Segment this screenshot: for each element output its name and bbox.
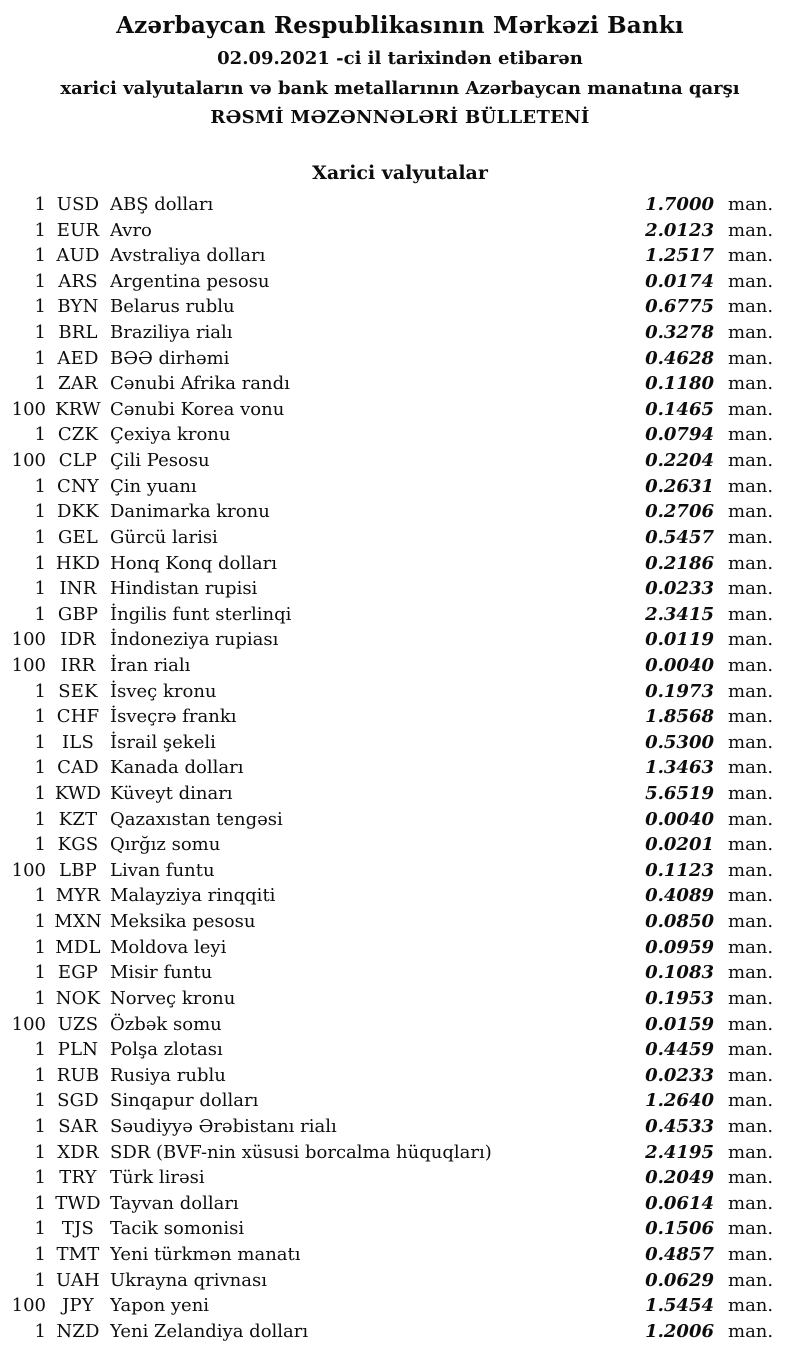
rate-value: 0.0233 <box>645 1064 714 1086</box>
quantity: 100 <box>11 398 46 420</box>
quantity: 1 <box>34 194 46 215</box>
currency-code: RUB <box>56 1064 100 1086</box>
unit-label: man. <box>728 245 774 267</box>
currency-code: KWD <box>54 783 102 805</box>
table-row <box>0 832 772 858</box>
currency-name: Danimarka kronu <box>110 501 270 523</box>
table-row <box>0 935 772 961</box>
quantity: 1 <box>34 885 46 907</box>
unit-label: man. <box>728 424 774 446</box>
quantity: 100 <box>11 1013 46 1035</box>
currency-name: Honq Konq dolları <box>110 552 277 574</box>
rate-value: 0.4628 <box>645 347 714 369</box>
quantity: 1 <box>34 808 46 830</box>
section-title-foreign-currencies: Xarici valyutalar <box>312 162 488 184</box>
currency-code: KZT <box>58 808 98 830</box>
rate-value: 2.4195 <box>645 1141 714 1163</box>
quantity: 1 <box>34 1243 46 1265</box>
currency-code: INR <box>59 578 97 600</box>
rate-value: 0.4533 <box>645 1115 714 1137</box>
currency-name: Moldova leyi <box>110 936 227 958</box>
currency-name: İngilis funt sterlinqi <box>110 603 292 625</box>
table-row <box>0 960 772 986</box>
rate-value: 0.4089 <box>645 885 714 907</box>
table-row <box>0 781 772 807</box>
rate-value: 0.1465 <box>645 398 714 420</box>
currency-code: AUD <box>56 245 100 267</box>
unit-label: man. <box>728 219 774 241</box>
unit-label: man. <box>728 629 774 651</box>
rate-value: 0.2186 <box>645 552 714 574</box>
rate-value: 1.7000 <box>645 194 714 215</box>
quantity: 100 <box>11 654 46 676</box>
currency-code: ARS <box>58 270 98 292</box>
currency-name: Səudiyyə Ərəbistanı rialı <box>110 1115 337 1137</box>
unit-label: man. <box>728 450 774 472</box>
unit-label: man. <box>728 1167 774 1189</box>
table-row <box>0 1140 772 1166</box>
quantity: 1 <box>34 1167 46 1189</box>
currency-name: Argentina pesosu <box>110 270 270 292</box>
quantity: 1 <box>34 373 46 395</box>
quantity: 1 <box>34 322 46 344</box>
table-row <box>0 858 772 884</box>
currency-name: Türk lirəsi <box>110 1167 205 1189</box>
quantity: 1 <box>34 501 46 523</box>
rate-value: 0.0794 <box>645 424 714 446</box>
rate-value: 0.0119 <box>645 629 714 651</box>
rate-value: 0.2631 <box>645 475 714 497</box>
rate-value: 0.0174 <box>645 270 714 292</box>
quantity: 1 <box>34 911 46 933</box>
rate-value: 0.2204 <box>645 450 714 472</box>
currency-name: Qazaxıstan tengəsi <box>110 808 283 830</box>
table-row <box>0 1063 772 1089</box>
table-row <box>0 269 772 295</box>
currency-code: SAR <box>58 1115 98 1137</box>
table-row <box>0 653 772 679</box>
unit-label: man. <box>728 680 774 702</box>
currency-code: IDR <box>60 629 96 651</box>
quantity: 1 <box>34 1192 46 1214</box>
quantity: 100 <box>11 629 46 651</box>
table-row <box>0 883 772 909</box>
unit-label: man. <box>728 603 774 625</box>
unit-label: man. <box>728 1090 774 1112</box>
quantity: 1 <box>34 1320 46 1342</box>
unit-label: man. <box>728 859 774 881</box>
unit-label: man. <box>728 526 774 548</box>
currency-name: Özbək somu <box>110 1013 222 1035</box>
rate-value: 0.0629 <box>645 1269 714 1291</box>
unit-label: man. <box>728 1013 774 1035</box>
effective-date-line: 02.09.2021 -ci il tarixindən etibarən <box>217 48 583 69</box>
table-row <box>0 551 772 577</box>
unit-label: man. <box>728 1243 774 1265</box>
quantity: 1 <box>34 424 46 446</box>
rate-value: 0.0959 <box>645 936 714 958</box>
rate-value: 0.1083 <box>645 962 714 984</box>
table-row <box>0 1088 772 1114</box>
currency-code: NOK <box>55 987 101 1009</box>
unit-label: man. <box>728 1320 774 1342</box>
currency-name: Meksika pesosu <box>110 911 256 933</box>
currency-code: LBP <box>59 859 97 881</box>
table-row <box>0 1165 772 1191</box>
rate-value: 0.0159 <box>645 1013 714 1035</box>
table-row <box>0 730 772 756</box>
unit-label: man. <box>728 757 774 779</box>
table-row <box>0 371 772 397</box>
currency-code: IRR <box>60 654 96 676</box>
unit-label: man. <box>728 706 774 728</box>
currency-code: CHF <box>56 706 100 728</box>
table-row <box>0 499 772 525</box>
currency-name: Cənubi Afrika randı <box>110 373 290 395</box>
unit-label: man. <box>728 1064 774 1086</box>
table-row <box>0 243 772 269</box>
table-row <box>0 909 772 935</box>
table-row <box>0 627 772 653</box>
currency-code: TWD <box>55 1192 101 1214</box>
currency-name: Avro <box>110 219 152 241</box>
quantity: 1 <box>34 1115 46 1137</box>
currency-code: TRY <box>59 1167 97 1189</box>
quantity: 1 <box>34 1039 46 1061</box>
quantity: 1 <box>34 783 46 805</box>
quantity: 1 <box>34 245 46 267</box>
currency-code: KGS <box>57 834 99 856</box>
rate-value: 0.6775 <box>645 296 714 318</box>
rates-table <box>0 192 800 1344</box>
unit-label: man. <box>728 654 774 676</box>
currency-code: MYR <box>55 885 101 907</box>
table-row <box>0 1037 772 1063</box>
quantity: 1 <box>34 987 46 1009</box>
currency-code: GEL <box>57 526 99 548</box>
currency-code: CZK <box>57 424 99 446</box>
table-row <box>0 320 772 346</box>
rate-value: 1.5454 <box>645 1295 714 1317</box>
table-row <box>0 1293 772 1319</box>
currency-name: Livan funtu <box>110 859 215 881</box>
bulletin-page <box>0 8 800 1356</box>
rate-value: 0.0233 <box>645 578 714 600</box>
currency-name: Misir funtu <box>110 962 213 984</box>
unit-label: man. <box>728 1141 774 1163</box>
table-row <box>0 192 772 218</box>
currency-code: SEK <box>58 680 98 702</box>
rate-value: 2.3415 <box>645 603 714 625</box>
table-row <box>0 218 772 244</box>
currency-code: TJS <box>61 1218 95 1240</box>
unit-label: man. <box>728 731 774 753</box>
rate-value: 0.5300 <box>645 731 714 753</box>
unit-label: man. <box>728 783 774 805</box>
currency-code: BYN <box>57 296 99 318</box>
currency-name: İran rialı <box>110 654 191 676</box>
rate-value: 0.2706 <box>645 501 714 523</box>
unit-label: man. <box>728 936 774 958</box>
currency-name: Yeni türkmən manatı <box>110 1243 301 1265</box>
rate-value: 0.3278 <box>645 322 714 344</box>
table-row <box>0 986 772 1012</box>
currency-name: İsveç kronu <box>110 680 217 702</box>
bulletin-title: RƏSMİ MƏZƏNNƏLƏRİ BÜLLETENİ <box>210 107 590 128</box>
quantity: 1 <box>34 1269 46 1291</box>
quantity: 100 <box>11 450 46 472</box>
currency-code: SGD <box>57 1090 99 1112</box>
table-row <box>0 1191 772 1217</box>
page-title: Azərbaycan Respublikasının Mərkəzi Bankı <box>116 12 684 39</box>
rate-value: 1.2517 <box>645 245 714 267</box>
currency-code: CLP <box>58 450 98 472</box>
currency-name: İndoneziya rupiası <box>110 629 279 651</box>
unit-label: man. <box>728 347 774 369</box>
currency-name: Polşa zlotası <box>110 1039 223 1061</box>
currency-name: Rusiya rublu <box>110 1064 226 1086</box>
currency-name: Yeni Zelandiya dolları <box>110 1320 309 1342</box>
rate-value: 0.0850 <box>645 911 714 933</box>
table-row <box>0 346 772 372</box>
quantity: 1 <box>34 962 46 984</box>
unit-label: man. <box>728 1295 774 1317</box>
rate-value: 0.1123 <box>645 859 714 881</box>
quantity: 1 <box>34 270 46 292</box>
quantity: 1 <box>34 1090 46 1112</box>
rate-value: 0.5457 <box>645 526 714 548</box>
currency-name: Hindistan rupisi <box>110 578 258 600</box>
currency-code: AED <box>57 347 99 369</box>
currency-name: Gürcü larisi <box>110 526 218 548</box>
currency-name: ABŞ dolları <box>110 194 214 215</box>
quantity: 1 <box>34 1141 46 1163</box>
currency-code: KRW <box>55 398 101 420</box>
currency-name: Ukrayna qrivnası <box>110 1269 267 1291</box>
unit-label: man. <box>728 194 774 215</box>
quantity: 1 <box>34 219 46 241</box>
table-row <box>0 704 772 730</box>
unit-label: man. <box>728 1115 774 1137</box>
currency-name: Çili Pesosu <box>110 450 210 472</box>
currency-name: Avstraliya dolları <box>110 245 266 267</box>
quantity: 1 <box>34 834 46 856</box>
quantity: 1 <box>34 936 46 958</box>
unit-label: man. <box>728 398 774 420</box>
table-row <box>0 474 772 500</box>
currency-code: EGP <box>57 962 99 984</box>
currency-code: JPY <box>62 1295 94 1317</box>
quantity: 1 <box>34 578 46 600</box>
currency-name: Küveyt dinarı <box>110 783 233 805</box>
unit-label: man. <box>728 911 774 933</box>
currency-code: ILS <box>62 731 94 753</box>
quantity: 1 <box>34 757 46 779</box>
rate-value: 0.0040 <box>645 808 714 830</box>
unit-label: man. <box>728 296 774 318</box>
unit-label: man. <box>728 501 774 523</box>
currency-code: MXN <box>54 911 102 933</box>
table-row <box>0 1216 772 1242</box>
quantity: 1 <box>34 1218 46 1240</box>
currency-name: Cənubi Korea vonu <box>110 398 285 420</box>
unit-label: man. <box>728 808 774 830</box>
quantity: 1 <box>34 680 46 702</box>
unit-label: man. <box>728 578 774 600</box>
rate-value: 0.4857 <box>645 1243 714 1265</box>
currency-code: BRL <box>58 322 98 344</box>
table-row <box>0 294 772 320</box>
unit-label: man. <box>728 987 774 1009</box>
rate-value: 0.0201 <box>645 834 714 856</box>
rate-value: 5.6519 <box>645 783 714 805</box>
table-row <box>0 1012 772 1038</box>
currency-name: Malayziya rinqqiti <box>110 885 276 907</box>
currency-code: TMT <box>56 1243 100 1265</box>
unit-label: man. <box>728 1192 774 1214</box>
rate-value: 1.8568 <box>645 706 714 728</box>
quantity: 1 <box>34 603 46 625</box>
table-row <box>0 807 772 833</box>
unit-label: man. <box>728 885 774 907</box>
quantity: 1 <box>34 475 46 497</box>
currency-code: EUR <box>56 219 100 241</box>
currency-name: Kanada dolları <box>110 757 244 779</box>
currency-code: CAD <box>57 757 99 779</box>
unit-label: man. <box>728 552 774 574</box>
quantity: 1 <box>34 347 46 369</box>
unit-label: man. <box>728 1039 774 1061</box>
currency-name: Norveç kronu <box>110 987 236 1009</box>
quantity: 1 <box>34 552 46 574</box>
table-row <box>0 1242 772 1268</box>
currency-code: HKD <box>55 552 101 574</box>
table-row <box>0 1319 772 1345</box>
table-row <box>0 602 772 628</box>
table-row <box>0 422 772 448</box>
currency-name: Tacik somonisi <box>110 1218 245 1240</box>
currency-code: XDR <box>57 1141 99 1163</box>
table-row <box>0 1114 772 1140</box>
currency-name: Belarus rublu <box>110 296 235 318</box>
rate-value: 0.0614 <box>645 1192 714 1214</box>
table-row <box>0 1268 772 1294</box>
quantity: 1 <box>34 706 46 728</box>
currency-name: Çexiya kronu <box>110 424 231 446</box>
quantity: 1 <box>34 296 46 318</box>
currency-name: SDR (BVF-nin xüsusi borcalma hüquqları) <box>110 1141 492 1163</box>
rate-value: 0.1973 <box>645 680 714 702</box>
quantity: 1 <box>34 731 46 753</box>
currency-name: Yapon yeni <box>110 1295 210 1317</box>
currency-code: UAH <box>56 1269 100 1291</box>
currency-code: PLN <box>57 1039 99 1061</box>
unit-label: man. <box>728 270 774 292</box>
unit-label: man. <box>728 1218 774 1240</box>
rate-value: 1.2006 <box>645 1320 714 1342</box>
quantity: 1 <box>34 1064 46 1086</box>
rate-value: 2.0123 <box>645 219 714 241</box>
rate-value: 0.4459 <box>645 1039 714 1061</box>
currency-name: Sinqapur dolları <box>110 1090 259 1112</box>
table-row <box>0 448 772 474</box>
quantity: 1 <box>34 526 46 548</box>
rate-value: 1.3463 <box>645 757 714 779</box>
rate-value: 0.2049 <box>645 1167 714 1189</box>
currency-code: MDL <box>55 936 101 958</box>
currency-code: CNY <box>56 475 99 497</box>
table-row <box>0 525 772 551</box>
quantity: 100 <box>11 859 46 881</box>
currency-name: İsveçrə frankı <box>110 706 237 728</box>
unit-label: man. <box>728 834 774 856</box>
table-row <box>0 576 772 602</box>
unit-label: man. <box>728 962 774 984</box>
currency-code: GBP <box>57 603 99 625</box>
rate-value: 0.1953 <box>645 987 714 1009</box>
rate-value: 1.2640 <box>645 1090 714 1112</box>
currency-name: Qırğız somu <box>110 834 221 856</box>
currency-code: DKK <box>57 501 99 523</box>
table-row <box>0 679 772 705</box>
currency-code: NZD <box>56 1320 100 1342</box>
currency-code: UZS <box>57 1013 99 1035</box>
unit-label: man. <box>728 322 774 344</box>
currency-name: İsrail şekeli <box>110 731 216 753</box>
currency-name: Çin yuanı <box>110 475 197 497</box>
currency-name: BƏƏ dirhəmi <box>110 347 230 369</box>
rate-value: 0.1506 <box>645 1218 714 1240</box>
unit-label: man. <box>728 1269 774 1291</box>
quantity: 100 <box>11 1295 46 1317</box>
rate-value: 0.0040 <box>645 654 714 676</box>
unit-label: man. <box>728 475 774 497</box>
table-row <box>0 397 772 423</box>
currency-name: Braziliya rialı <box>110 322 233 344</box>
currency-code: USD <box>56 194 100 215</box>
currency-name: Tayvan dolları <box>110 1192 239 1214</box>
rate-value: 0.1180 <box>645 373 714 395</box>
unit-label: man. <box>728 373 774 395</box>
currency-code: ZAR <box>58 373 98 395</box>
table-row <box>0 755 772 781</box>
document-subtitle: xarici valyutaların və bank metallarının Azərbaycan manatına qarşı <box>60 78 740 99</box>
